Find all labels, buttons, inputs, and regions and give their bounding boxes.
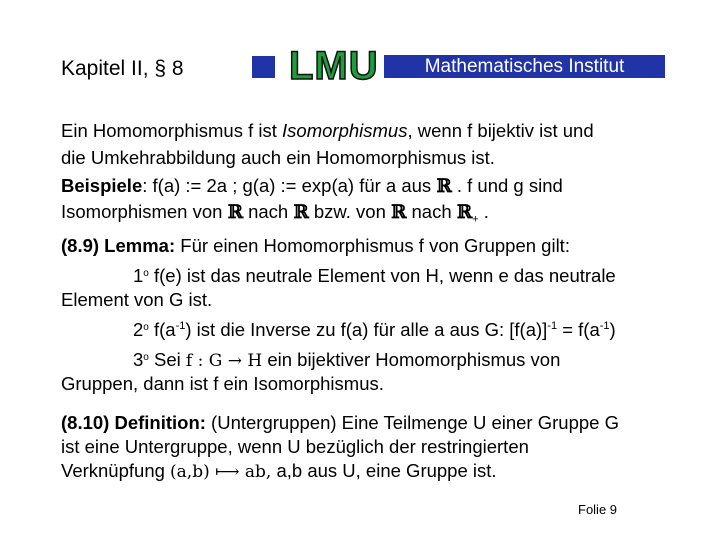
- para1-line1: Ein Homomorphismus f ist Isomorphismus, wenn f bijektiv ist und: [61, 120, 594, 141]
- lemma-heading: (8.9) Lemma: Für einen Homomorphismus f von Gruppen gilt:: [61, 235, 570, 256]
- reals-symbol: ℝ: [391, 202, 407, 223]
- positive-reals-symbol: ℝ: [456, 202, 473, 223]
- institute-banner: Mathematisches Institut: [384, 55, 665, 78]
- reals-symbol: ℝ: [227, 202, 243, 223]
- lemma-item1-line2: Element von G ist.: [61, 289, 213, 310]
- definition-line2: ist eine Untergruppe, wenn U bezüglich der restringierten: [61, 436, 529, 457]
- chapter-heading: Kapitel II, § 8: [61, 57, 184, 80]
- lmu-logo: LMU: [289, 44, 379, 88]
- lemma-title: (8.9) Lemma:: [61, 235, 176, 256]
- reals-symbol: ℝ: [293, 202, 309, 223]
- para1-line2: die Umkehrabbildung auch ein Homomorphismus ist.: [61, 147, 495, 168]
- operation-formula: (a,b) ⟼ ab,: [170, 462, 272, 482]
- lemma-item3-line2: Gruppen, dann ist f ein Isomorphismus.: [61, 373, 384, 394]
- lemma-item2: 2$^o$ $f(a^{-1})$ ist die Inverse zu f(a) für alle a aus G: $[f(a)]^{-1} = f(a^{-1})$: [133, 319, 616, 340]
- logo-square: [252, 56, 275, 78]
- slide-number: Folie 9: [578, 502, 618, 517]
- para1-line4: Isomorphismen von ℝ nach ℝ bzw. von ℝ nach ℝ$_+$ .: [61, 201, 489, 226]
- para1-line3: Beispiele: f(a) := 2a ; g(a) := exp(a) für a aus ℝ . f und g sind: [61, 175, 563, 197]
- definition-title: (8.10) Definition:: [61, 412, 206, 433]
- lemma-item1-line1: 1$^o$ f(e) ist das neutrale Element von H, wenn e das neutrale: [133, 265, 616, 286]
- map-formula: f : G → H: [185, 351, 263, 371]
- examples-label: Beispiele: [61, 175, 143, 196]
- reals-symbol: ℝ: [436, 176, 452, 197]
- definition-line3: Verknüpfung (a,b) ⟼ ab, a,b aus U, eine Gruppe ist.: [61, 460, 497, 482]
- lemma-item3-line1: 3$^o$ Sei f : G → H ein bijektiver Homomorphismus von: [133, 349, 561, 371]
- definition-line1: (8.10) Definition: (Untergruppen) Eine Teilmenge U einer Gruppe G: [61, 412, 619, 433]
